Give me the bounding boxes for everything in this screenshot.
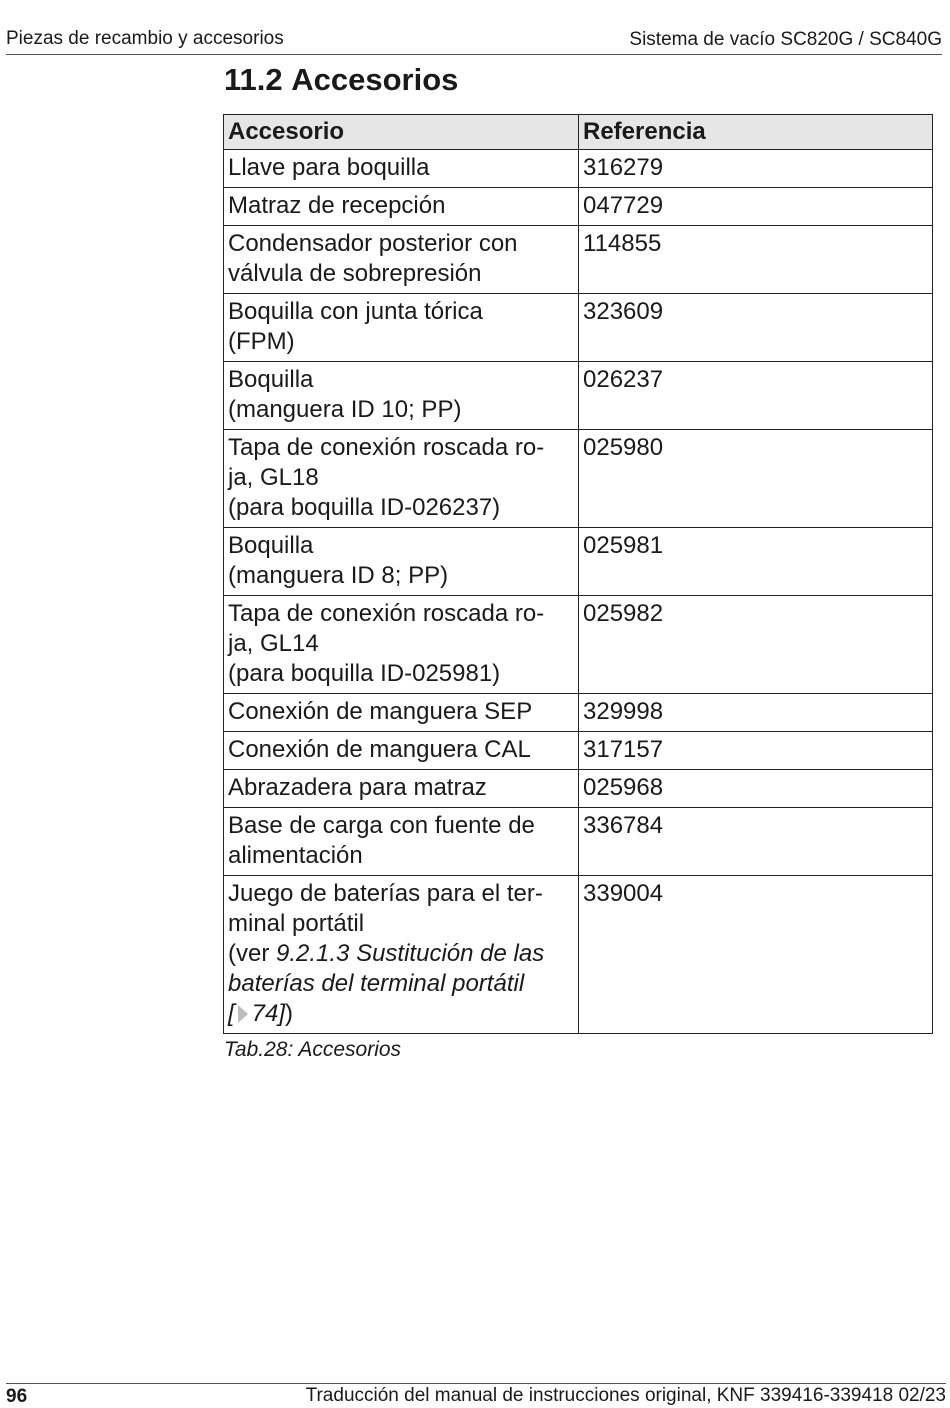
accessory-line: Boquilla (228, 532, 314, 559)
xref-title[interactable]: Sustitución de las (356, 940, 545, 967)
accessory-cell (224, 732, 579, 770)
section-number: 11.2 (224, 62, 283, 97)
accessory-line: (para boquilla ID-025981) (228, 660, 501, 687)
page-number: 96 (6, 1386, 28, 1407)
page-arrow-icon (238, 1005, 248, 1023)
table-row (224, 294, 933, 362)
accessories-table (223, 114, 933, 1034)
accessory-cell (224, 226, 579, 294)
cross-reference-line (228, 939, 573, 969)
accessory-line: ja, GL18 (228, 464, 319, 491)
reference-cell: 025980 (579, 430, 933, 528)
accessory-line: Condensador posterior con (228, 230, 518, 257)
xref-number[interactable]: 9.2.1.3 (276, 940, 350, 967)
table-row (224, 188, 933, 226)
reference-cell: 026237 (579, 362, 933, 430)
section-title-text: Accesorios (291, 62, 459, 97)
accessory-line: Llave para boquilla (228, 154, 430, 181)
header-chapter: Piezas de recambio y accesorios (6, 28, 284, 49)
table-row (224, 808, 933, 876)
reference-cell: 025968 (579, 770, 933, 808)
accessory-cell (224, 808, 579, 876)
close-paren: ) (285, 1000, 294, 1027)
reference-cell: 047729 (579, 188, 933, 226)
accessory-line: Conexión de manguera SEP (228, 698, 533, 725)
table-caption: Tab.28: Accesorios (224, 1038, 402, 1061)
table-row (224, 528, 933, 596)
accessory-line: Boquilla (228, 366, 314, 393)
table-row (224, 876, 933, 1034)
accessory-line: minal portátil (228, 910, 365, 937)
table-row (224, 362, 933, 430)
accessory-cell (224, 770, 579, 808)
accessory-cell (224, 150, 579, 188)
accessory-line: (FPM) (228, 328, 295, 355)
accessory-cell (224, 362, 579, 430)
xref-page-link[interactable]: 74] (251, 1000, 286, 1027)
accessory-line: ja, GL14 (228, 630, 319, 657)
page-header (6, 28, 942, 55)
accessory-cell (224, 430, 579, 528)
accessory-cell (224, 188, 579, 226)
header-product: Sistema de vacío SC820G / SC840G (629, 29, 942, 50)
table-body (224, 150, 933, 1034)
accessory-line: Conexión de manguera CAL (228, 736, 531, 763)
table-row (224, 770, 933, 808)
table-row (224, 430, 933, 528)
reference-cell: 323609 (579, 294, 933, 362)
accessory-cell (224, 876, 579, 1034)
accessory-cell (224, 694, 579, 732)
reference-cell: 339004 (579, 876, 933, 1034)
accessory-line: (manguera ID 10; PP) (228, 396, 462, 423)
table-row (224, 694, 933, 732)
reference-cell: 025982 (579, 596, 933, 694)
accessory-line: Boquilla con junta tórica (228, 298, 483, 325)
table-row (224, 150, 933, 188)
reference-cell: 114855 (579, 226, 933, 294)
table-header-row (224, 115, 933, 150)
accessory-line: Tapa de conexión roscada ro- (228, 600, 545, 627)
table-row (224, 226, 933, 294)
xref-title-continued[interactable]: baterías del terminal portátil (228, 970, 525, 997)
ver-prefix: (ver (228, 940, 276, 967)
accessory-line: Base de carga con fuente de (228, 812, 535, 839)
accessory-cell (224, 596, 579, 694)
reference-cell: 317157 (579, 732, 933, 770)
col-header-accessory: Accesorio (224, 115, 579, 150)
accessory-line: alimentación (228, 842, 363, 869)
accessory-line: válvula de sobrepresión (228, 260, 482, 287)
section-title (224, 62, 458, 98)
accessory-line: Abrazadera para matraz (228, 774, 487, 801)
accessory-line: (para boquilla ID-026237) (228, 494, 501, 521)
accessory-cell (224, 294, 579, 362)
accessory-line: (manguera ID 8; PP) (228, 562, 449, 589)
table-row (224, 596, 933, 694)
reference-cell: 025981 (579, 528, 933, 596)
reference-cell: 336784 (579, 808, 933, 876)
accessory-line: Juego de baterías para el ter- (228, 880, 543, 907)
xref-open-bracket: [ (228, 1000, 235, 1027)
col-header-reference: Referencia (579, 115, 933, 150)
footer-document-info: Traducción del manual de instrucciones original, KNF 339416-339418 02/23 (305, 1385, 946, 1406)
xref-page-line (228, 999, 573, 1029)
page-footer (6, 1383, 946, 1408)
accessory-cell (224, 528, 579, 596)
accessory-line: Tapa de conexión roscada ro- (228, 434, 545, 461)
table-row (224, 732, 933, 770)
reference-cell: 329998 (579, 694, 933, 732)
accessory-line: Matraz de recepción (228, 192, 446, 219)
reference-cell: 316279 (579, 150, 933, 188)
